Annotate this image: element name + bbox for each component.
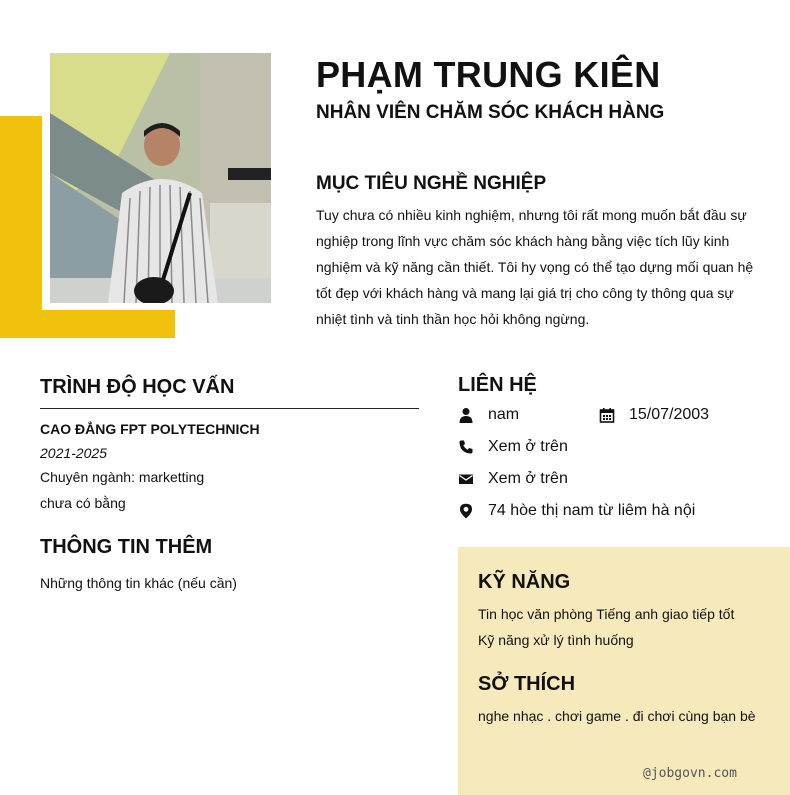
mail-icon [458,471,474,487]
contact-heading: LIÊN HỆ [458,374,537,396]
profile-photo [50,53,271,303]
education-degree: chưa có bằng [40,495,126,511]
more-info-heading: THÔNG TIN THÊM [40,536,213,558]
watermark: @jobgovn.com [643,766,737,781]
education-major: Chuyên ngành: marketting [40,469,205,485]
candidate-name: PHẠM TRUNG KIÊN [316,54,661,95]
education-divider [40,408,419,409]
skills-line-1: Tin học văn phòng Tiếng anh giao tiếp tốt [478,606,735,622]
contact-address [458,502,695,520]
hobbies-heading: SỞ THÍCH [478,673,576,695]
objective-heading: MỤC TIÊU NGHỀ NGHIỆP [316,173,547,194]
contact-gender [458,406,519,424]
contact-email [458,470,568,488]
contact-phone [458,438,568,456]
job-title: NHÂN VIÊN CHĂM SÓC KHÁCH HÀNG [316,102,665,123]
education-heading: TRÌNH ĐỘ HỌC VẤN [40,376,235,398]
education-years: 2021-2025 [40,445,107,461]
phone-icon [458,439,474,455]
person-icon [458,407,474,423]
accent-block-bottom [0,310,175,338]
birthday-value: 15/07/2003 [629,406,710,423]
more-info-text: Những thông tin khác (nếu cần) [40,575,237,591]
gender-value: nam [488,406,520,423]
skills-heading: KỸ NĂNG [478,571,571,593]
address-value: 74 hòe thị nam từ liêm hà nội [488,502,696,519]
email-value[interactable]: Xem ở trên [488,470,568,487]
phone-value[interactable]: Xem ở trên [488,438,568,455]
contact-birthday [599,406,709,424]
education-school: CAO ĐẲNG FPT POLYTECHNICH [40,421,260,437]
accent-block [0,116,42,338]
calendar-icon [599,407,615,423]
skills-line-2: Kỹ năng xử lý tình huống [478,632,634,648]
objective-text: Tuy chưa có nhiều kinh nghiệm, nhưng tôi rất mong muốn bắt đầu sự nghiệp trong lĩnh vực chăm sóc khách hàng bằng việc tích lũy kinh nghiệm và kỹ năng cần thiết. Tôi hy vọng có thể tạo dựng mối quan hệ tốt đẹp với khách hàng và mang lại giá trị cho công ty thông qua sự nhiệt tình và tinh thần học hỏi không ngừng. [316,207,754,327]
hobbies-text: nghe nhạc . chơi game . đi chơi cùng bạn bè [478,708,756,724]
location-pin-icon [458,503,474,519]
